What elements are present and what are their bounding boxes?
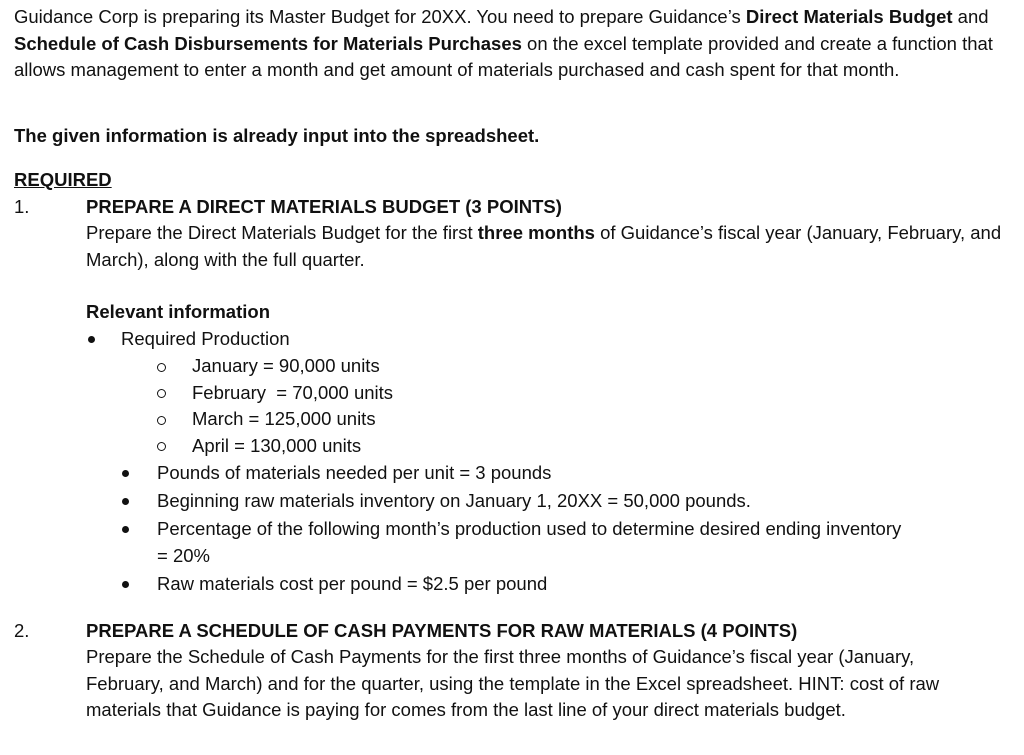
info-item-beginning-inventory: Beginning raw materials inventory on January 1, 20XX = 50,000 pounds. <box>157 490 751 511</box>
bullet-icon <box>88 336 95 343</box>
q2-heading: PREPARE A SCHEDULE OF CASH PAYMENTS FOR RAW MATERIALS (4 POINTS) <box>86 620 798 641</box>
q2-number: 2. <box>14 620 30 641</box>
info-item-pounds-per-unit: Pounds of materials needed per unit = 3 pounds <box>157 462 552 483</box>
intro-bold-dm-budget: Direct Materials Budget <box>745 6 953 27</box>
circle-bullet-icon <box>157 389 166 398</box>
circle-bullet-icon <box>157 363 166 372</box>
intro-bold-schedule: Schedule of Cash Disbursements for Materials Purchases <box>14 32 522 54</box>
bullet-icon <box>122 470 129 477</box>
bullet-icon <box>122 581 129 588</box>
q1-number: 1. <box>14 196 30 217</box>
month-item-january: January = 90,000 units <box>192 355 380 376</box>
month-item-march: March = 125,000 units <box>192 408 376 429</box>
q1-description: Prepare the Direct Materials Budget for the first three months of Guidance’s fiscal year (January, February, and March), along with the full quarter. <box>86 222 1002 270</box>
q2-description: Prepare the Schedule of Cash Payments for the first three months of Guidance’s fiscal year (January, February, and March) and for the quarter, using the template in the Excel spreadsheet. HINT: cost of raw materials that Guidance is paying for comes from the last line of your direct materials budget. <box>86 646 940 720</box>
bullet-icon <box>122 498 129 505</box>
info-item-cost-per-pound: Raw materials cost per pound = $2.5 per pound <box>157 573 548 594</box>
intro-text-1: Guidance Corp is preparing its Master Budget for 20XX. You need to prepare Guidance’s <box>14 6 746 27</box>
month-item-february: February = 70,000 units <box>192 382 394 403</box>
q1-bold-three-months: three months <box>477 222 595 243</box>
month-item-april: April = 130,000 units <box>192 435 362 456</box>
given-info-note: The given information is already input into the spreadsheet. <box>14 125 540 146</box>
intro-text-3: on the excel template provided and create a function that allows management to enter a month and get amount of materials purchased and cash spent for that month. <box>14 32 993 80</box>
circle-bullet-icon <box>157 442 166 451</box>
required-production-label: Required Production <box>121 328 290 349</box>
q1-heading: PREPARE A DIRECT MATERIALS BUDGET (3 POINTS) <box>86 196 562 217</box>
relevant-info-heading: Relevant information <box>86 301 270 322</box>
circle-bullet-icon <box>157 416 166 425</box>
intro-paragraph <box>14 4 1004 84</box>
bullet-icon <box>122 526 129 533</box>
info-item-ending-inventory-pct: Percentage of the following month’s production used to determine desired ending inventory = 20% <box>157 518 902 566</box>
intro-text-2: and <box>952 6 989 27</box>
required-heading: REQUIRED <box>14 169 112 190</box>
